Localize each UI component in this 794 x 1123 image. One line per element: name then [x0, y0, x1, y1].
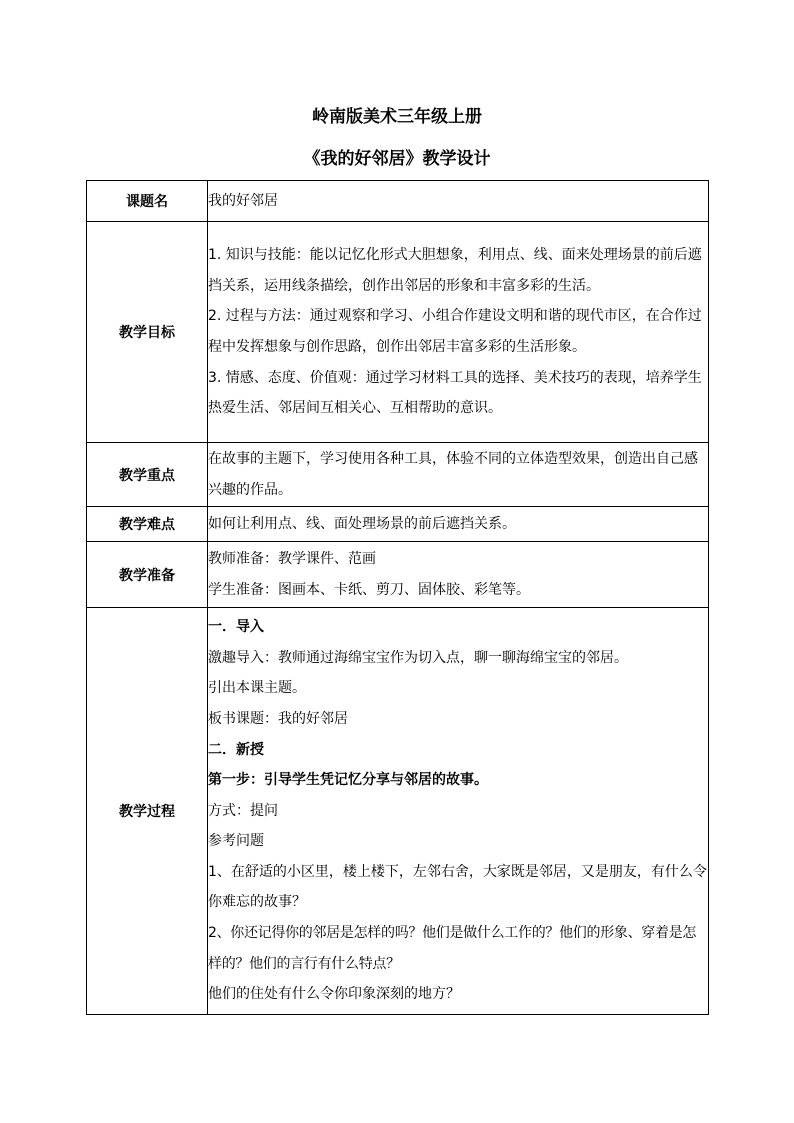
- topic-label: 课题名: [87, 181, 208, 222]
- topic-value: 我的好邻居: [208, 181, 709, 222]
- board-title: 板书课题：我的好邻居: [208, 710, 348, 727]
- table-row-topic: [87, 181, 709, 222]
- question-item: 他们的住处有什么令你印象深刻的地方？: [208, 986, 460, 1003]
- process-label: 教学过程: [87, 608, 208, 1015]
- difficulty-value: 如何让利用点、线、面处理场景的前后遮挡关系。: [208, 507, 709, 542]
- objective-item: 2. 过程与方法：通过观察和学习、小组合作建设文明和谐的现代市区，在合作过程中发挥想象与创作思路，创作出邻居丰富多彩的生活形象。: [208, 308, 702, 355]
- process-content: [208, 608, 709, 1015]
- difficulty-label: 教学难点: [87, 507, 208, 542]
- step-heading: 第一步：引导学生凭记忆分享与邻居的故事。: [208, 772, 488, 789]
- student-preparation: 学生准备：图画本、卡纸、剪刀、固体胶、彩笔等。: [208, 581, 530, 598]
- document-title: 岭南版美术三年级上册: [312, 107, 482, 127]
- preparation-content: [208, 542, 709, 608]
- preparation-label: 教学准备: [87, 542, 208, 608]
- intro-line: 激趣导入：教师通过海绵宝宝作为切入点，聊一聊海绵宝宝的邻居。: [208, 649, 628, 666]
- section-heading-new: 二．新授: [208, 741, 264, 758]
- key-points-value: 在故事的主题下，学习使用各种工具，体验不同的立体造型效果，创造出自己感兴趣的作品。: [208, 443, 709, 507]
- question-item: 1、在舒适的小区里，楼上楼下，左邻右舍，大家既是邻居，又是朋友，有什么令你难忘的故事？: [208, 863, 707, 911]
- table-row-objectives: [87, 222, 709, 443]
- objective-item: 1. 知识与技能：能以记忆化形式大胆想象，利用点、线、面来处理场景的前后遮挡关系，运用线条描绘，创作出邻居的形象和丰富多彩的生活。: [208, 247, 702, 294]
- question-item: 2、你还记得你的邻居是怎样的吗？他们是做什么工作的？他们的形象、穿着是怎样的？他们的言行有什么特点？: [208, 925, 697, 972]
- table-row-difficulty: [87, 507, 709, 542]
- table-row-key-points: [87, 443, 709, 507]
- intro-line: 引出本课主题。: [208, 680, 306, 697]
- method-line: 方式：提问: [208, 802, 278, 819]
- objectives-content: [208, 222, 709, 443]
- table-row-process: [87, 608, 709, 1015]
- teacher-preparation: 教师准备：教学课件、范画: [208, 550, 376, 567]
- objective-item: 3. 情感、态度、价值观：通过学习材料工具的选择、美术技巧的表现，培养学生热爱生活、邻居间互相关心、互相帮助的意识。: [208, 369, 702, 417]
- section-heading-intro: 一．导入: [208, 619, 264, 636]
- lesson-plan-table: [86, 180, 709, 1015]
- table-row-preparation: [87, 542, 709, 608]
- key-points-label: 教学重点: [87, 443, 208, 507]
- reference-questions-label: 参考问题: [208, 833, 264, 850]
- document-subtitle: 《我的好邻居》教学设计: [303, 149, 491, 169]
- objectives-label: 教学目标: [87, 222, 208, 443]
